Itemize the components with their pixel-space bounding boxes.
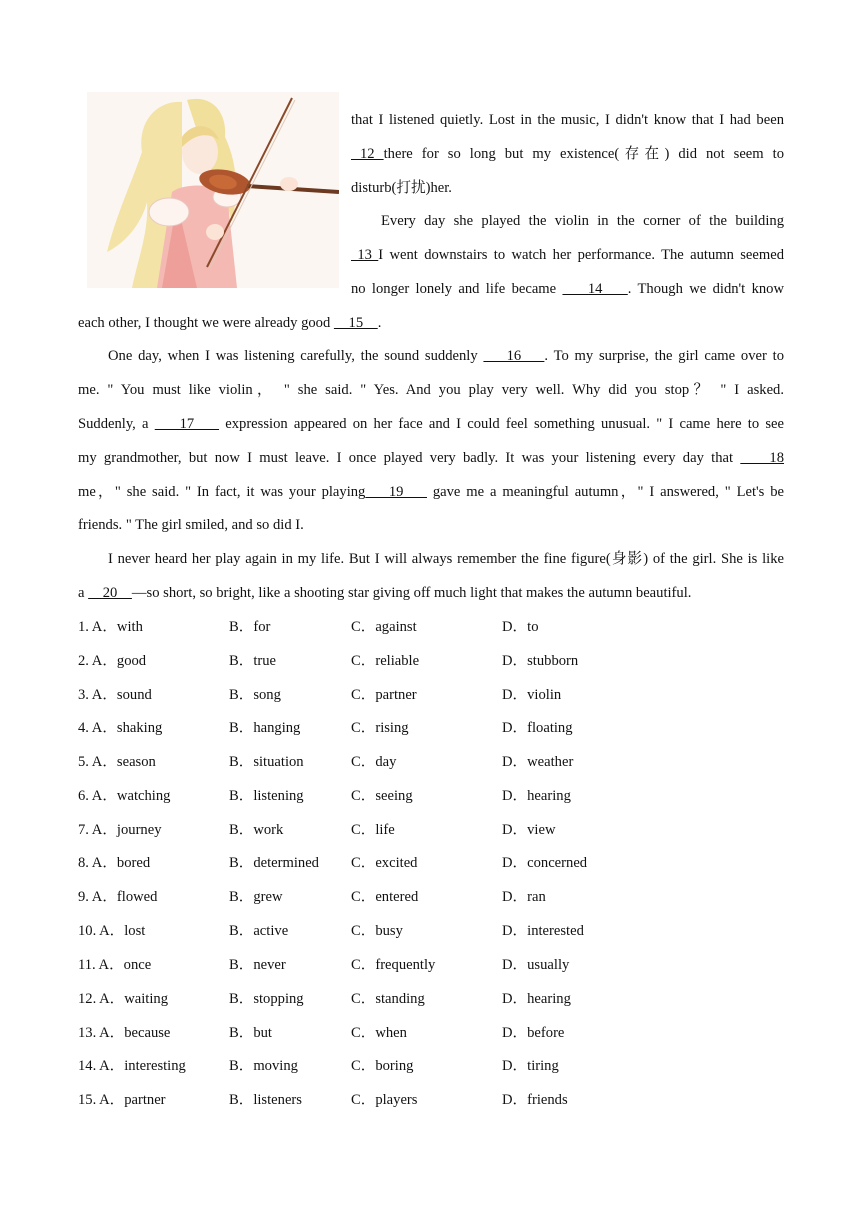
question-1-option-a: 1. A．with [78, 619, 143, 635]
question-13-option-d: D．before [502, 1025, 565, 1041]
question-1-option-c: C．against [351, 619, 417, 635]
blank-14: 14 [562, 281, 628, 297]
question-2-option-b: B．true [229, 653, 277, 669]
question-7-option-b: B．work [229, 822, 284, 838]
passage-text: my grandmother, but now I must leave. I once played very badly. It was your listening every day that [78, 450, 741, 466]
question-7-option-c: C．life [351, 822, 395, 838]
passage-text: —so short, so bright, like a shooting star giving off much light that makes the autumn beautiful. [131, 585, 692, 601]
passage-line: disturb(打扰)her. [351, 180, 452, 196]
question-14-option-d: D．tiring [502, 1058, 559, 1074]
question-11-option-c: C．frequently [351, 957, 436, 973]
passage-line [351, 246, 784, 264]
question-4-option-c: C．rising [351, 720, 409, 736]
question-5-option-b: B．situation [229, 754, 304, 770]
question-2-option-d: D．stubborn [502, 653, 579, 669]
passage-line [78, 449, 784, 467]
question-9-option-c: C．entered [351, 889, 419, 905]
passage-line [351, 145, 784, 163]
passage-text: there for so long but my existence(存在) did not seem to [383, 146, 784, 162]
passage-line: Every day she played the violin in the corner of the building [381, 213, 784, 229]
blank-12: 12 [351, 146, 384, 162]
question-5-option-d: D．weather [502, 754, 574, 770]
passage-text: Suddenly, a [78, 416, 155, 432]
blank-16: 16 [483, 348, 545, 364]
question-10-option-a: 10. A．lost [78, 923, 146, 939]
question-15-option-d: D．friends [502, 1092, 568, 1108]
blank-19: 19 [365, 484, 427, 500]
question-11-option-d: D．usually [502, 957, 570, 973]
question-4-option-a: 4. A．shaking [78, 720, 163, 736]
question-7-option-a: 7. A．journey [78, 822, 162, 838]
question-12-option-b: B．stopping [229, 991, 304, 1007]
question-1-option-d: D．to [502, 619, 539, 635]
question-12-option-d: D．hearing [502, 991, 571, 1007]
passage-text: gave me a meaningful autumn，" I answered, " Let's be [426, 484, 784, 500]
passage-line [108, 347, 784, 365]
passage-text: One day, when I was listening carefully, the sound suddenly [108, 348, 484, 364]
question-11-option-b: B．never [229, 957, 286, 973]
passage-line: friends. " The girl smiled, and so did I. [78, 517, 304, 533]
question-15-option-b: B．listeners [229, 1092, 302, 1108]
passage-line [78, 314, 381, 332]
question-3-option-c: C．partner [351, 687, 417, 703]
question-5-option-a: 5. A．season [78, 754, 156, 770]
blank-15: 15 [333, 315, 378, 331]
question-8-option-d: D．concerned [502, 855, 588, 871]
question-1-option-b: B．for [229, 619, 271, 635]
passage-text: . Though we didn't know [627, 281, 784, 297]
question-6-option-d: D．hearing [502, 788, 571, 804]
question-10-option-c: C．busy [351, 923, 403, 939]
question-14-option-a: 14. A．interesting [78, 1058, 186, 1074]
passage-line [78, 415, 784, 433]
passage-text: no longer lonely and life became [351, 281, 563, 297]
question-9-option-d: D．ran [502, 889, 546, 905]
blank-18: 18 [740, 450, 785, 466]
passage-line [78, 584, 691, 602]
question-10-option-d: D．interested [502, 923, 584, 939]
question-4-option-b: B．hanging [229, 720, 301, 736]
question-3-option-d: D．violin [502, 687, 562, 703]
question-11-option-a: 11. A．once [78, 957, 152, 973]
question-3-option-a: 3. A．sound [78, 687, 152, 703]
passage-line: me. " You must like violin， " she said. " Yes. And you play very well. Why did you stop？ " I asked. [78, 382, 784, 398]
blank-13: 13 [351, 247, 379, 263]
question-6-option-b: B．listening [229, 788, 304, 804]
question-2-option-c: C．reliable [351, 653, 420, 669]
passage-text: I went downstairs to watch her performance. The autumn seemed [378, 247, 785, 263]
passage-text: me，" she said. " In fact, it was your playing [78, 484, 366, 500]
question-15-option-a: 15. A．partner [78, 1092, 166, 1108]
question-10-option-b: B．active [229, 923, 289, 939]
question-13-option-c: C．when [351, 1025, 407, 1041]
question-3-option-b: B．song [229, 687, 281, 703]
passage-text: . [377, 315, 382, 331]
question-12-option-a: 12. A．waiting [78, 991, 168, 1007]
passage-line: that I listened quietly. Lost in the music, I didn't know that I had been [351, 112, 784, 128]
question-9-option-b: B．grew [229, 889, 283, 905]
question-8-option-c: C．excited [351, 855, 418, 871]
question-7-option-d: D．view [502, 822, 556, 838]
question-8-option-b: B．determined [229, 855, 319, 871]
question-8-option-a: 8. A．bored [78, 855, 151, 871]
question-15-option-c: C．players [351, 1092, 418, 1108]
blank-17: 17 [154, 416, 220, 432]
question-4-option-d: D．floating [502, 720, 573, 736]
passage-text: . To my surprise, the girl came over to [544, 348, 784, 364]
violin-girl-illustration [87, 92, 339, 288]
passage-text: a [78, 585, 89, 601]
passage-text: expression appeared on her face and I could feel something unusual. " I came here to see [219, 416, 784, 432]
blank-20: 20 [88, 585, 132, 601]
passage-line [78, 483, 784, 501]
question-14-option-b: B．moving [229, 1058, 298, 1074]
question-2-option-a: 2. A．good [78, 653, 147, 669]
question-6-option-c: C．seeing [351, 788, 413, 804]
question-12-option-c: C．standing [351, 991, 425, 1007]
question-5-option-c: C．day [351, 754, 397, 770]
question-13-option-a: 13. A．because [78, 1025, 171, 1041]
passage-text: each other, I thought we were already good [78, 315, 334, 331]
question-13-option-b: B．but [229, 1025, 272, 1041]
question-14-option-c: C．boring [351, 1058, 414, 1074]
passage-line [351, 280, 784, 298]
passage-line: I never heard her play again in my life. But I will always remember the fine figure(身影) of the girl. She is like [108, 551, 784, 567]
question-9-option-a: 9. A．flowed [78, 889, 158, 905]
question-6-option-a: 6. A．watching [78, 788, 171, 804]
